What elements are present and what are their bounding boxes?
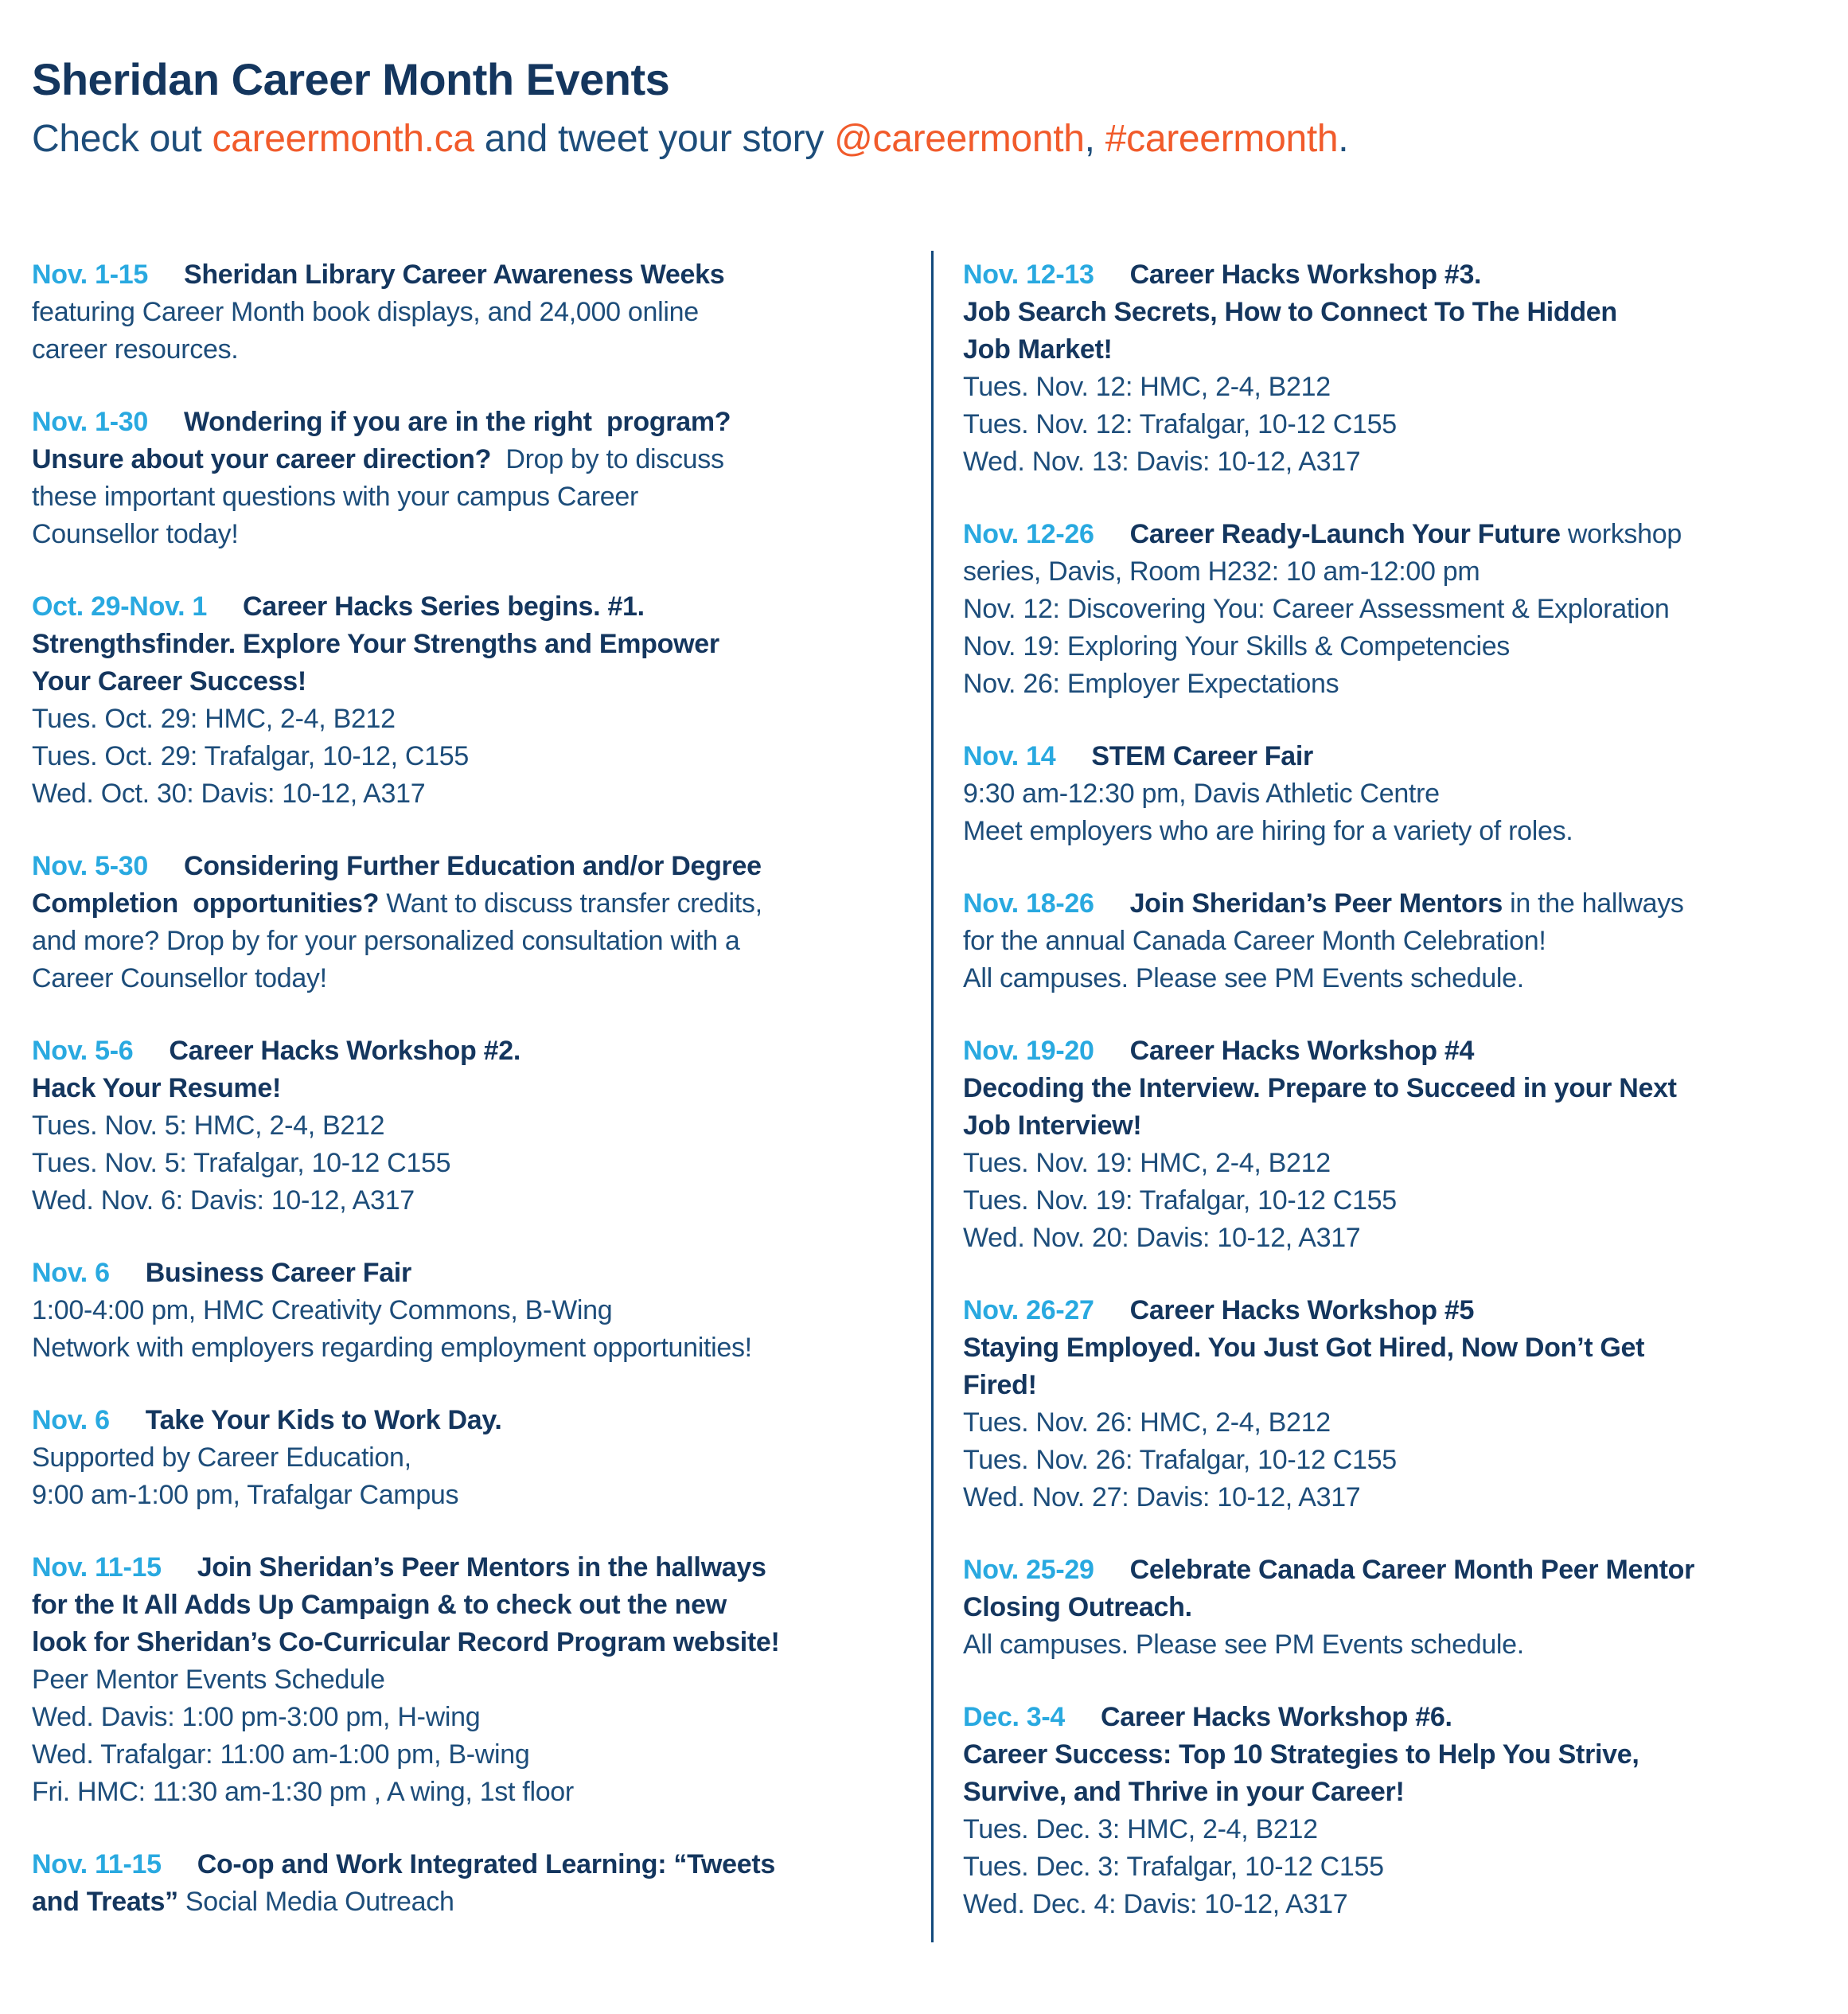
event-line [32,1699,888,1736]
event-text: Tues. Oct. 29: HMC, 2-4, B212 [32,703,396,734]
event-line [32,1846,888,1883]
event-line [32,294,888,331]
subtitle-link[interactable]: #careermonth [1105,118,1339,161]
event-text: Wed. Nov. 27: Davis: 10-12, A317 [963,1481,1361,1512]
event-line [963,256,1824,294]
event-text: Tues. Nov. 26: HMC, 2-4, B212 [963,1407,1331,1438]
event-line [963,885,1824,923]
event-text: these important questions with your campus Career [32,481,639,512]
event-title: and Treats” [32,1886,178,1917]
event-title: Job Market! [963,334,1113,365]
column-left [32,256,888,1958]
event-text: 9:00 am-1:00 pm, Trafalgar Campus [32,1479,459,1510]
event-title: Join Sheridan’s Peer Mentors in the hallways [197,1551,766,1583]
event-date: Nov. 6 [32,1257,110,1288]
event-line [32,1439,888,1477]
event-title: Hack Your Resume! [32,1072,281,1103]
event-text: Nov. 19: Exploring Your Skills & Competencies [963,630,1511,662]
event-line [963,516,1824,553]
event-title: Business Career Fair [145,1257,411,1288]
event-line [32,1883,888,1921]
event-line [963,1699,1824,1736]
event [963,516,1824,703]
event-line [963,553,1824,591]
event-title: STEM Career Fair [1091,740,1313,771]
event-line [963,960,1824,997]
event-line [963,1220,1824,1257]
column-divider [931,251,934,1942]
event-line [963,665,1824,703]
event-title: Staying Employed. You Just Got Hired, Now Don’t Get [963,1332,1645,1363]
event-date: Nov. 19-20 [963,1035,1094,1066]
event-date: Nov. 1-15 [32,259,148,290]
subtitle-text: and tweet your story [474,118,835,161]
page-subtitle [32,116,1816,162]
event-line [32,663,888,701]
event-title: Career Hacks Series begins. #1. [243,591,645,622]
event-date: Nov. 18-26 [963,888,1094,919]
event-title: Career Hacks Workshop #2. [169,1035,520,1066]
event-line [32,1032,888,1070]
event-line [32,1255,888,1292]
event-date: Nov. 12-26 [963,518,1094,549]
event-date: Dec. 3-4 [963,1701,1066,1732]
event-text: and more? Drop by for your personalized consultation with a [32,925,740,956]
event-line [963,1032,1824,1070]
event-text: series, Davis, Room H232: 10 am-12:00 pm [963,556,1480,587]
event-text: Wed. Nov. 20: Davis: 10-12, A317 [963,1222,1361,1253]
event-line [963,1070,1824,1107]
event-title: Join Sheridan’s Peer Mentors [1129,888,1503,919]
event-line [963,294,1824,331]
event-title: Survive, and Thrive in your Career! [963,1776,1405,1807]
event-title: Celebrate Canada Career Month Peer Mentor [1129,1554,1695,1585]
event-text: Career Counsellor today! [32,962,327,993]
event [32,588,888,813]
event [963,885,1824,997]
event-date: Nov. 11-15 [32,1551,162,1583]
event-text: Social Media Outreach [177,1886,454,1917]
event-line [963,1551,1824,1589]
event-text: Tues. Nov. 26: Trafalgar, 10-12 C155 [963,1444,1397,1475]
event-title: Job Interview! [963,1110,1142,1141]
event-text: Tues. Nov. 5: Trafalgar, 10-12 C155 [32,1147,451,1178]
event-title: Fired! [963,1369,1037,1400]
event-line [32,1070,888,1107]
event-title: Wondering if you are in the right program? [183,406,731,437]
event-title: Sheridan Library Career Awareness Weeks [183,259,725,290]
subtitle-text: . [1338,118,1349,161]
event-text: workshop [1560,518,1682,549]
page-title: Sheridan Career Month Events [32,54,670,104]
event-line [963,1886,1824,1923]
event-title: Career Hacks Workshop #5 [1129,1294,1475,1325]
event-title: Career Hacks Workshop #4 [1129,1035,1475,1066]
event-text: Supported by Career Education, [32,1442,411,1473]
event-line [963,1292,1824,1329]
event-title: Decoding the Interview. Prepare to Succeed in your Next [963,1072,1677,1103]
event-text: Tues. Nov. 12: Trafalgar, 10-12 C155 [963,408,1397,439]
event [963,1551,1824,1664]
event-text: Wed. Dec. 4: Davis: 10-12, A317 [963,1888,1348,1919]
event-text: All campuses. Please see PM Events schedule. [963,962,1524,993]
event [32,848,888,997]
subtitle-text: Check out [32,118,212,161]
event-text: Fri. HMC: 11:30 am-1:30 pm , A wing, 1st floor [32,1776,574,1807]
event-line [32,626,888,663]
event-line [32,1107,888,1145]
event-line [32,701,888,738]
event-text: Tues. Dec. 3: Trafalgar, 10-12 C155 [963,1851,1384,1882]
event-line [963,406,1824,443]
event-text: Tues. Nov. 5: HMC, 2-4, B212 [32,1110,385,1141]
event-text: Nov. 26: Employer Expectations [963,668,1339,699]
event-line [32,441,888,478]
event-title: for the It All Adds Up Campaign & to check out the new [32,1589,727,1620]
event-line [32,848,888,885]
subtitle-link[interactable]: careermonth.ca [212,118,474,161]
event-line [963,775,1824,813]
event-date: Nov. 6 [32,1404,110,1435]
event-line [32,1402,888,1439]
event-line [963,1589,1824,1626]
event [963,1032,1824,1257]
event-date: Nov. 12-13 [963,259,1094,290]
event-line [963,923,1824,960]
event-line [963,443,1824,481]
event-line [32,588,888,626]
event-date: Nov. 14 [963,740,1056,771]
event-date: Oct. 29-Nov. 1 [32,591,208,622]
event-line [32,516,888,553]
event-line [963,1479,1824,1516]
event-title: Closing Outreach. [963,1591,1192,1622]
event [32,1549,888,1811]
event-line [963,1329,1824,1367]
event-title: Job Search Secrets, How to Connect To The Hidden [963,296,1617,327]
event-line [32,1587,888,1624]
event-title: Career Hacks Workshop #3. [1129,259,1482,290]
event-line [32,738,888,775]
event-line [963,738,1824,775]
event-line [32,404,888,441]
event-line [963,1774,1824,1811]
event-line [963,1367,1824,1404]
event-date: Nov. 11-15 [32,1848,162,1879]
event-date: Nov. 5-30 [32,850,148,881]
event [32,404,888,553]
event-text: Wed. Trafalgar: 11:00 am-1:00 pm, B-wing [32,1739,530,1770]
event [963,1699,1824,1923]
event-line [32,1292,888,1329]
event [963,256,1824,481]
event [963,738,1824,850]
event-title: Take Your Kids to Work Day. [145,1404,502,1435]
event-title: Considering Further Education and/or Degree [183,850,762,881]
event-text: All campuses. Please see PM Events schedule. [963,1629,1524,1660]
event-text: Meet employers who are hiring for a variety of roles. [963,815,1573,846]
event-line [963,1182,1824,1220]
event-line [32,1182,888,1220]
event-title: Strengthsfinder. Explore Your Strengths and Empower [32,628,719,659]
event-line [32,1774,888,1811]
event-text: Peer Mentor Events Schedule [32,1664,385,1695]
event-text: Network with employers regarding employment opportunities! [32,1332,752,1363]
event-text: Wed. Nov. 6: Davis: 10-12, A317 [32,1185,415,1216]
event-line [963,1848,1824,1886]
event-line [32,331,888,369]
event-date: Nov. 1-30 [32,406,148,437]
event-line [32,923,888,960]
event-text: Tues. Dec. 3: HMC, 2-4, B212 [963,1813,1318,1844]
event-title: Career Success: Top 10 Strategies to Help You Strive, [963,1739,1639,1770]
event-title: Career Hacks Workshop #6. [1101,1701,1452,1732]
event-line [32,1736,888,1774]
event-text: in the hallways [1502,888,1684,919]
event-text: Tues. Nov. 19: Trafalgar, 10-12 C155 [963,1185,1397,1216]
event [963,1292,1824,1516]
event-line [32,256,888,294]
event-line [963,369,1824,406]
event-text: Tues. Nov. 12: HMC, 2-4, B212 [963,371,1331,402]
event-line [963,1736,1824,1774]
event-line [963,1626,1824,1664]
event-line [963,1107,1824,1145]
event-text: Drop by to discuss [491,443,724,474]
subtitle-text: , [1084,118,1105,161]
event-line [32,1145,888,1182]
event-title: Career Ready-Launch Your Future [1129,518,1561,549]
event-text: Wed. Oct. 30: Davis: 10-12, A317 [32,778,426,809]
column-right [963,256,1824,1958]
event-text: Counsellor today! [32,518,239,549]
event-line [963,628,1824,665]
subtitle-link[interactable]: @careermonth [834,118,1085,161]
event [32,1402,888,1514]
event-line [963,1145,1824,1182]
event-line [963,813,1824,850]
event-text: 9:30 am-12:30 pm, Davis Athletic Centre [963,778,1440,809]
event-title: Co-op and Work Integrated Learning: “Tweets [197,1848,776,1879]
event-text: featuring Career Month book displays, and 24,000 online [32,296,699,327]
event-line [963,1404,1824,1442]
event-line [32,1624,888,1661]
event-title: look for Sheridan’s Co-Curricular Record Program website! [32,1626,780,1657]
event-text: career resources. [32,334,239,365]
event-line [963,591,1824,628]
event-date: Nov. 26-27 [963,1294,1094,1325]
event-title: Your Career Success! [32,665,306,697]
event [32,1255,888,1367]
event-text: for the annual Canada Career Month Celebration! [963,925,1546,956]
event-text: 1:00-4:00 pm, HMC Creativity Commons, B-Wing [32,1294,613,1325]
event-text: Wed. Davis: 1:00 pm-3:00 pm, H-wing [32,1701,481,1732]
event-text: Tues. Oct. 29: Trafalgar, 10-12, C155 [32,740,469,771]
event-text: Nov. 12: Discovering You: Career Assessment & Exploration [963,593,1670,624]
event [32,1032,888,1220]
event-line [963,1811,1824,1848]
event-text: Want to discuss transfer credits, [379,888,762,919]
event-line [32,478,888,516]
event-title: Completion opportunities? [32,888,380,919]
event-title: Unsure about your career direction? [32,443,492,474]
event-line [963,1442,1824,1479]
event-date: Nov. 5-6 [32,1035,134,1066]
event [32,256,888,369]
event-text: Tues. Nov. 19: HMC, 2-4, B212 [963,1147,1331,1178]
event-line [32,960,888,997]
event-date: Nov. 25-29 [963,1554,1094,1585]
event-line [32,1549,888,1587]
event [32,1846,888,1921]
event-line [32,775,888,813]
event-line [32,1661,888,1699]
event-line [32,1477,888,1514]
event-line [963,331,1824,369]
event-line [32,885,888,923]
events-content [32,256,1816,1958]
event-line [32,1329,888,1367]
event-text: Wed. Nov. 13: Davis: 10-12, A317 [963,446,1361,477]
